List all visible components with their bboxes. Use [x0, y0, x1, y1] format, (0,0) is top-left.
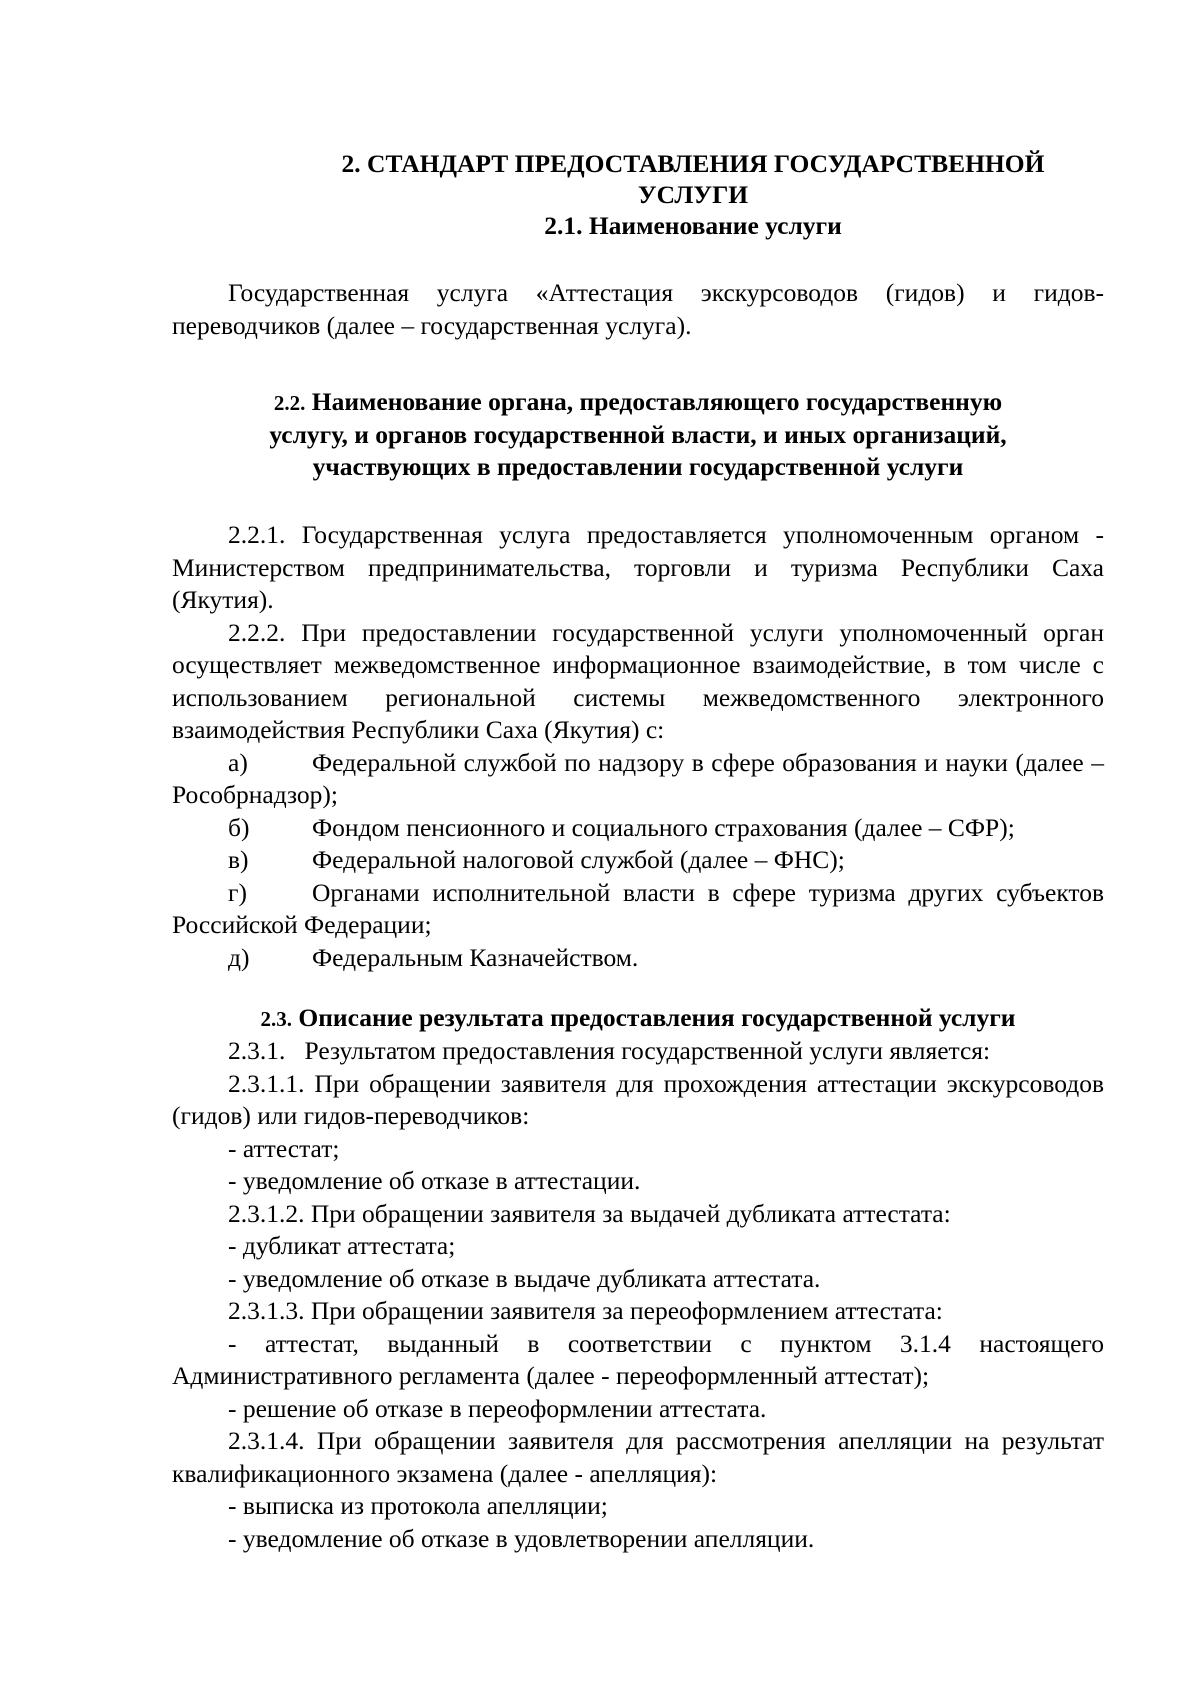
- result-item: - аттестат;: [228, 1133, 340, 1163]
- list-marker: в): [228, 845, 249, 874]
- paragraph-2-2-1: 2.2.1. Государственная услуга предоставляется уполномоченным органом - Министерством предпринимательства, торговли и туризма Республики Саха (Якутия).: [172, 520, 1104, 614]
- list-item-text: Федеральной службой по надзору в сфере образования и науки (далее – Рособрнадзор);: [172, 747, 1104, 809]
- result-item: - выписка из протокола апелляции;: [228, 1491, 608, 1520]
- list-item-text: Федеральной налоговой службой (далее – ФНС);: [312, 845, 845, 874]
- paragraph-2-3-1: 2.3.1. Результатом предоставления государственной услуги является:: [228, 1036, 991, 1065]
- section-2-2-number: 2.2.: [273, 391, 306, 415]
- section-2-2-title: [172, 386, 1104, 483]
- list-item: [172, 942, 1104, 975]
- section-2-2-title-line-2: услугу, и органов государственной власти, и иных организаций,: [269, 420, 1007, 449]
- list-item: [172, 812, 1104, 845]
- list-item: [172, 747, 1104, 812]
- chapter-title-line-1: 2. СТАНДАРТ ПРЕДОСТАВЛЕНИЯ ГОСУДАРСТВЕННОЙ: [341, 149, 1045, 178]
- list-item-text: Федеральным Казначейством.: [312, 942, 639, 972]
- section-2-2-title-line-3: участвующих в предоставлении государственной услуги: [312, 452, 964, 481]
- result-item: - уведомление об отказе в выдаче дубликата аттестата.: [228, 1263, 821, 1293]
- section-2-2-title-line-1: Наименование органа, предоставляющего государственную: [311, 387, 1003, 416]
- section-2-1-title: 2.1. Наименование услуги: [544, 211, 842, 240]
- paragraph-2-2-2: 2.2.2. При предоставлении государственной услуги уполномоченный орган осуществляет межведомственное информационное взаимодействие, в том числе с использованием региональной системы межведомственного электронного взаимодействия Республики Саха (Якутия) с:: [172, 617, 1104, 744]
- paragraph-2-3-1-2: 2.3.1.2. При обращении заявителя за выдачей дубликата аттестата:: [228, 1198, 951, 1228]
- paragraph-2-1: Государственная услуга «Аттестация экскурсоводов (гидов) и гидов-переводчиков (далее – государственная услуга).: [172, 278, 1104, 340]
- paragraph-2-3-1-1: 2.3.1.1. При обращении заявителя для прохождения аттестации экскурсоводов (гидов) или гидов-переводчиков:: [172, 1068, 1104, 1130]
- result-item: - аттестат, выданный в соответствии с пунктом 3.1.4 настоящего Административного регламента (далее - переоформленный аттестат);: [172, 1328, 1104, 1390]
- list-marker: д): [228, 942, 250, 972]
- result-item: - решение об отказе в переоформлении аттестата.: [228, 1393, 767, 1423]
- result-item: - уведомление об отказе в аттестации.: [228, 1166, 641, 1195]
- list-marker: б): [228, 812, 250, 842]
- list-item: [172, 877, 1104, 942]
- section-2-3-title: [172, 1002, 1104, 1035]
- result-item: - уведомление об отказе в удовлетворении апелляции.: [228, 1523, 815, 1553]
- chapter-title: [172, 148, 1104, 210]
- paragraph-2-3-1-4: 2.3.1.4. При обращении заявителя для рассмотрения апелляции на результат квалификационного экзамена (далее - апелляция):: [172, 1426, 1104, 1488]
- list-marker: а): [228, 747, 248, 777]
- chapter-title-line-2: УСЛУГИ: [637, 180, 749, 209]
- list-item-text: Органами исполнительной власти в сфере туризма других субъектов Российской Федерации;: [172, 877, 1104, 939]
- list-item: [172, 844, 1104, 877]
- list-marker: г): [228, 877, 247, 907]
- list-item-text: Фондом пенсионного и социального страхования (далее – СФР);: [312, 812, 1015, 842]
- section-2-3-title-text: Описание результата предоставления государственной услуги: [298, 1003, 1016, 1032]
- paragraph-2-3-1-3: 2.3.1.3. При обращении заявителя за переоформлением аттестата:: [228, 1296, 943, 1325]
- section-2-3-number: 2.3.: [260, 1007, 292, 1031]
- result-item: - дубликат аттестата;: [228, 1231, 456, 1260]
